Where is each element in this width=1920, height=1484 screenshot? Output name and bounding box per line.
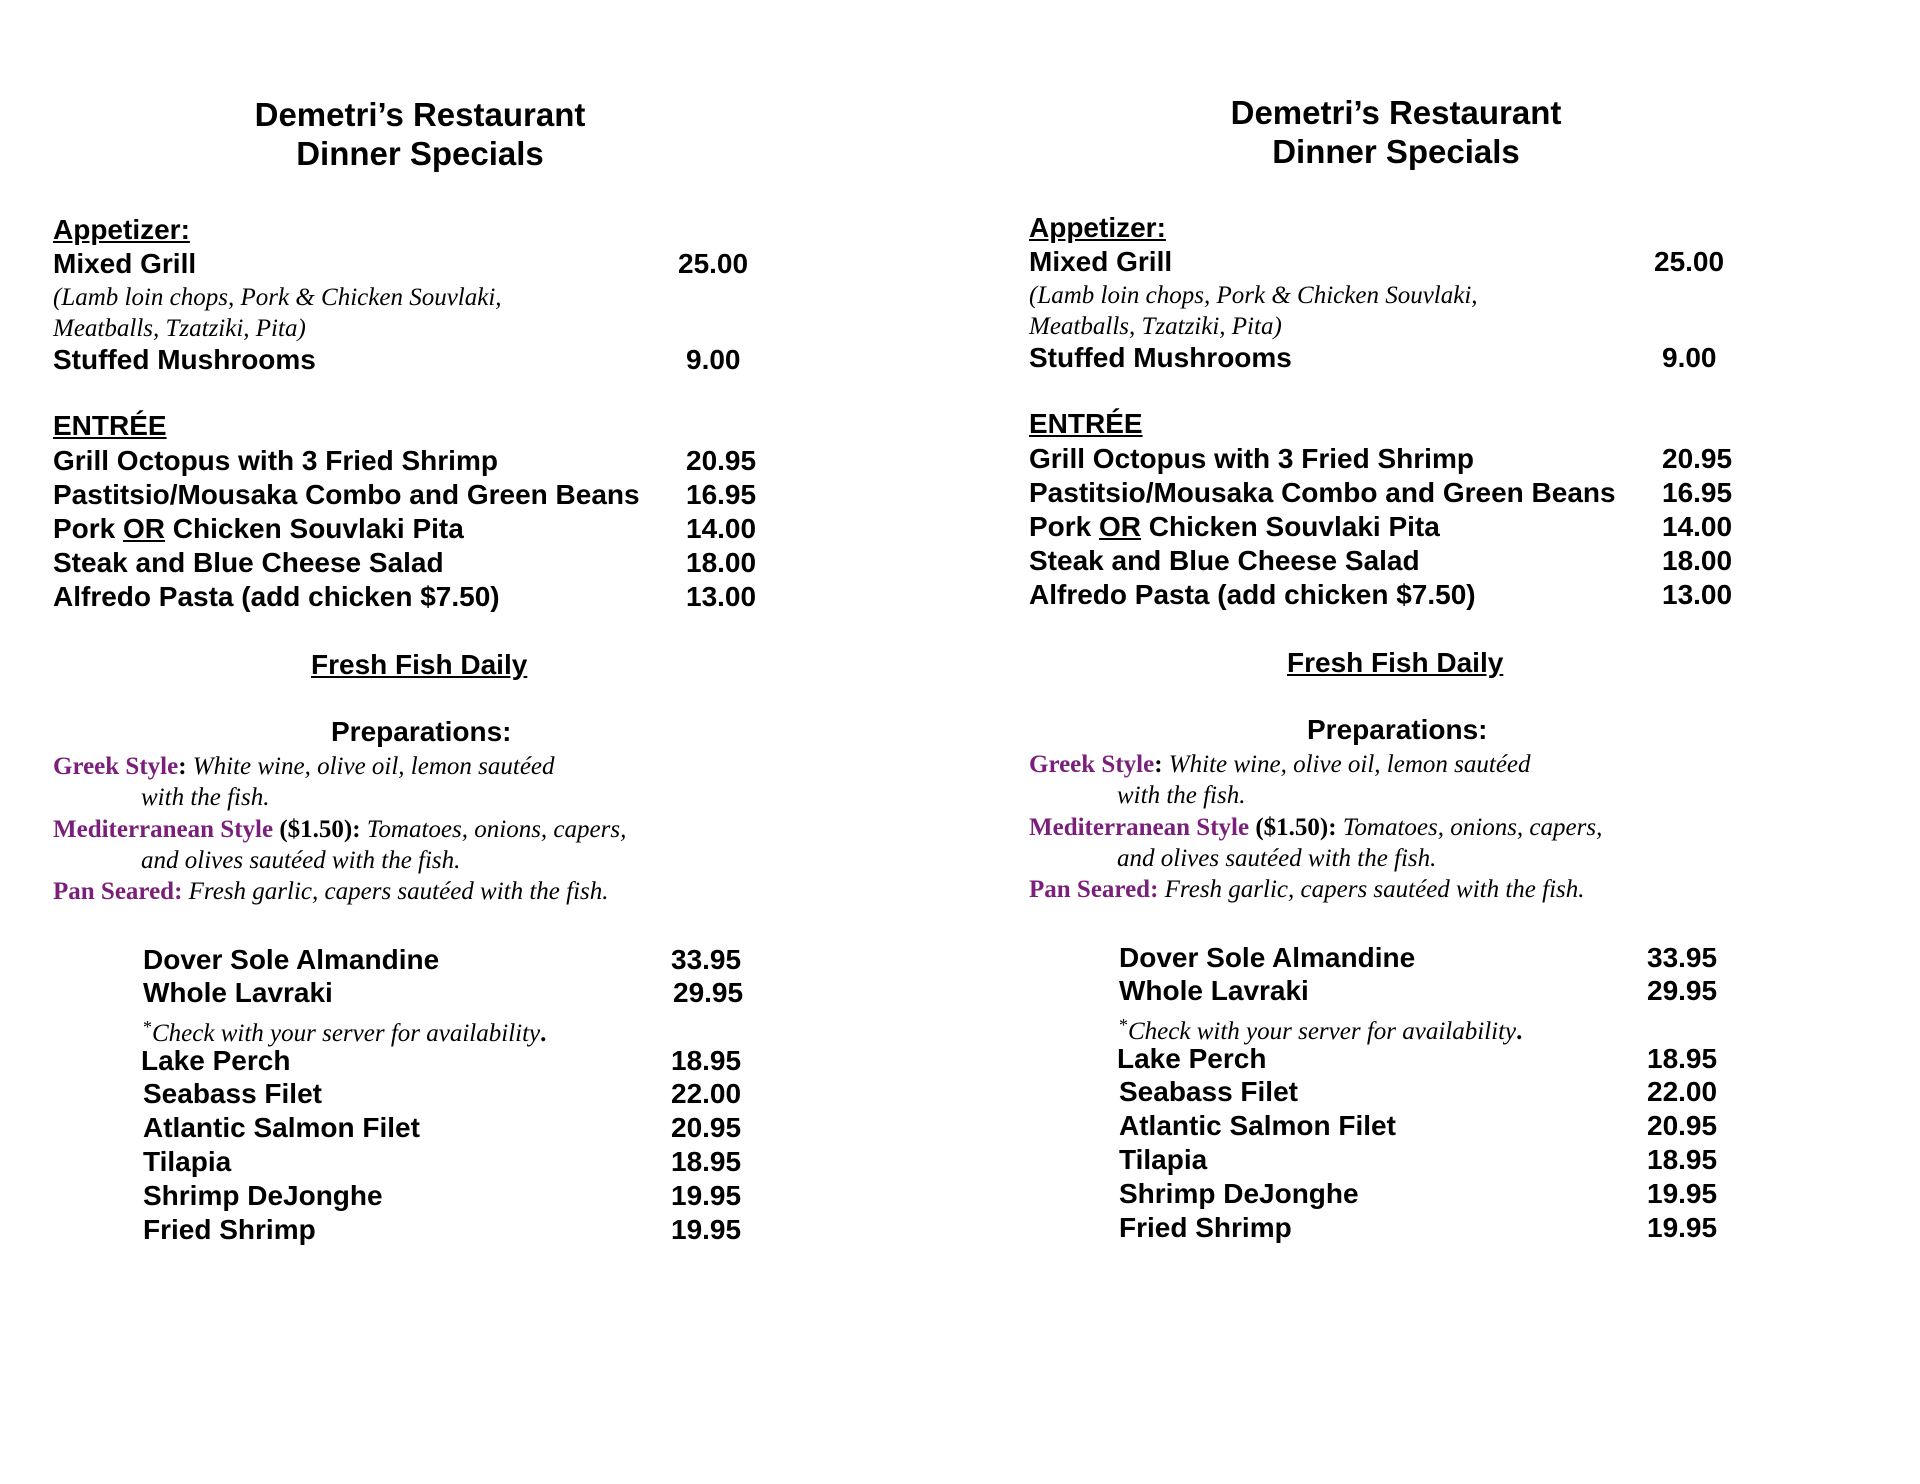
fish-item-price: 20.95 [671, 1112, 742, 1143]
menu-item-price: 25.00 [1654, 246, 1725, 277]
style-desc: Fresh garlic, capers sautéed with the fish. [182, 878, 609, 905]
menu-right [976, 0, 1876, 1484]
fish-item-name: Whole Lavraki [143, 977, 333, 1008]
title-line-1: Demetri’s Restaurant [1230, 94, 1562, 131]
fish-item-name: Fried Shrimp [1119, 1212, 1292, 1243]
menu-item-name: Steak and Blue Cheese Salad [1029, 545, 1420, 576]
appetizer-heading: Appetizer: [53, 214, 190, 245]
style-desc: White wine, olive oil, lemon sautéed [1162, 751, 1531, 778]
fish-item-name: Tilapia [143, 1146, 232, 1177]
fish-item-price: 29.95 [673, 977, 744, 1008]
style-desc: Tomatoes, onions, capers, [360, 816, 627, 843]
asterisk: * [143, 1017, 152, 1037]
item-name-part: Chicken Souvlaki Pita [165, 513, 464, 544]
style-desc: Fresh garlic, capers sautéed with the fish. [1158, 876, 1585, 903]
style-desc: with the fish. [141, 784, 270, 811]
menu-item-price: 25.00 [678, 248, 749, 279]
menu-item-name: Grill Octopus with 3 Fried Shrimp [53, 445, 498, 476]
fish-item-name: Fried Shrimp [143, 1214, 316, 1245]
fish-item-name: Dover Sole Almandine [143, 944, 440, 975]
item-name-part: Pork [53, 513, 124, 544]
menu-item-name [1029, 511, 1440, 543]
title-line-2: Dinner Specials [296, 135, 544, 172]
restaurant-title [1166, 93, 1626, 171]
colon: : [178, 753, 187, 780]
fish-item-name: Tilapia [1119, 1144, 1208, 1175]
style-name: Mediterranean Style [1029, 814, 1250, 841]
fish-item-name: Lake Perch [141, 1045, 291, 1076]
menu-item-name: Mixed Grill [53, 248, 197, 279]
asterisk: * [1119, 1015, 1128, 1035]
menu-item-price: 16.95 [686, 479, 757, 510]
fish-item-price: 18.95 [1647, 1043, 1718, 1074]
menu-item-price: 14.00 [1662, 511, 1733, 542]
menu-item-price: 20.95 [1662, 443, 1733, 474]
fish-item-price: 22.00 [1647, 1076, 1718, 1107]
fish-item-price: 18.95 [1647, 1144, 1718, 1175]
style-name: Greek Style [53, 753, 179, 780]
or-word: OR [123, 513, 166, 544]
menu-item-price: 16.95 [1662, 477, 1733, 508]
preparation-greek [1029, 749, 1531, 780]
fish-item-name: Shrimp DeJonghe [143, 1180, 383, 1211]
style-price: ($1.50): [273, 816, 361, 843]
menu-item-name: Stuffed Mushrooms [53, 344, 316, 375]
note-text: Check with your server for availability [152, 1020, 541, 1047]
menu-item-price: 9.00 [1662, 342, 1717, 373]
restaurant-title [190, 95, 650, 173]
fish-item-name: Whole Lavraki [1119, 975, 1309, 1006]
style-desc: and olives sautéed with the fish. [141, 847, 461, 874]
item-description: Meatballs, Tzatziki, Pita) [1029, 313, 1282, 340]
menu-item-price: 18.00 [686, 547, 757, 578]
entree-heading: ENTRÉE [53, 410, 167, 441]
item-name-part: Pork [1029, 511, 1100, 542]
preparation-mediterranean [53, 814, 626, 845]
menu-item-name: Stuffed Mushrooms [1029, 342, 1292, 373]
fresh-fish-heading: Fresh Fish Daily [1287, 647, 1504, 678]
menu-item-name: Pastitsio/Mousaka Combo and Green Beans [1029, 477, 1616, 508]
menu-item-name: Grill Octopus with 3 Fried Shrimp [1029, 443, 1474, 474]
item-name-part: Chicken Souvlaki Pita [1141, 511, 1440, 542]
period: . [540, 1020, 547, 1047]
menu-item-price: 14.00 [686, 513, 757, 544]
style-price: ($1.50): [1249, 814, 1337, 841]
fish-item-price: 20.95 [1647, 1110, 1718, 1141]
preparation-pan-seared [1029, 874, 1585, 905]
menu-item-name: Mixed Grill [1029, 246, 1173, 277]
menu-item-price: 9.00 [686, 344, 741, 375]
menu-item-name [53, 513, 464, 545]
preparations-heading: Preparations: [331, 716, 512, 747]
menu-item-name: Steak and Blue Cheese Salad [53, 547, 444, 578]
fish-item-price: 22.00 [671, 1078, 742, 1109]
fish-item-name: Atlantic Salmon Filet [1119, 1110, 1396, 1141]
or-word: OR [1099, 511, 1142, 542]
fish-item-price: 33.95 [1647, 942, 1718, 973]
menu-item-price: 20.95 [686, 445, 757, 476]
preparation-pan-seared [53, 876, 609, 907]
item-description: (Lamb loin chops, Pork & Chicken Souvlaki, [53, 284, 502, 311]
preparation-greek [53, 751, 555, 782]
menu-item-price: 13.00 [686, 581, 757, 612]
style-desc: White wine, olive oil, lemon sautéed [186, 753, 555, 780]
fish-item-name: Dover Sole Almandine [1119, 942, 1416, 973]
availability-note [143, 1012, 546, 1049]
fish-item-price: 19.95 [1647, 1178, 1718, 1209]
colon: : [1154, 751, 1163, 778]
note-text: Check with your server for availability [1128, 1018, 1517, 1045]
fish-item-price: 18.95 [671, 1045, 742, 1076]
menu-item-name: Alfredo Pasta (add chicken $7.50) [1029, 579, 1476, 610]
menu-left [0, 0, 900, 1484]
fish-item-price: 33.95 [671, 944, 742, 975]
menu-item-price: 18.00 [1662, 545, 1733, 576]
style-desc: Tomatoes, onions, capers, [1336, 814, 1603, 841]
item-description: Meatballs, Tzatziki, Pita) [53, 315, 306, 342]
style-name: Greek Style [1029, 751, 1155, 778]
fish-item-price: 19.95 [671, 1180, 742, 1211]
menu-item-name: Pastitsio/Mousaka Combo and Green Beans [53, 479, 640, 510]
item-description: (Lamb loin chops, Pork & Chicken Souvlaki, [1029, 282, 1478, 309]
fish-item-price: 29.95 [1647, 975, 1718, 1006]
fish-item-price: 18.95 [671, 1146, 742, 1177]
fish-item-name: Seabass Filet [143, 1078, 322, 1109]
style-desc: with the fish. [1117, 782, 1246, 809]
preparation-mediterranean [1029, 812, 1602, 843]
availability-note [1119, 1010, 1522, 1047]
fish-item-price: 19.95 [671, 1214, 742, 1245]
fish-item-price: 19.95 [1647, 1212, 1718, 1243]
style-desc: and olives sautéed with the fish. [1117, 845, 1437, 872]
title-line-1: Demetri’s Restaurant [254, 96, 586, 133]
menu-item-price: 13.00 [1662, 579, 1733, 610]
style-name: Pan Seared: [53, 878, 183, 905]
style-name: Pan Seared: [1029, 876, 1159, 903]
style-name: Mediterranean Style [53, 816, 274, 843]
preparations-heading: Preparations: [1307, 714, 1488, 745]
fresh-fish-heading: Fresh Fish Daily [311, 649, 528, 680]
fish-item-name: Shrimp DeJonghe [1119, 1178, 1359, 1209]
period: . [1516, 1018, 1523, 1045]
fish-item-name: Seabass Filet [1119, 1076, 1298, 1107]
menu-item-name: Alfredo Pasta (add chicken $7.50) [53, 581, 500, 612]
fish-item-name: Lake Perch [1117, 1043, 1267, 1074]
entree-heading: ENTRÉE [1029, 408, 1143, 439]
title-line-2: Dinner Specials [1272, 133, 1520, 170]
appetizer-heading: Appetizer: [1029, 212, 1166, 243]
fish-item-name: Atlantic Salmon Filet [143, 1112, 420, 1143]
